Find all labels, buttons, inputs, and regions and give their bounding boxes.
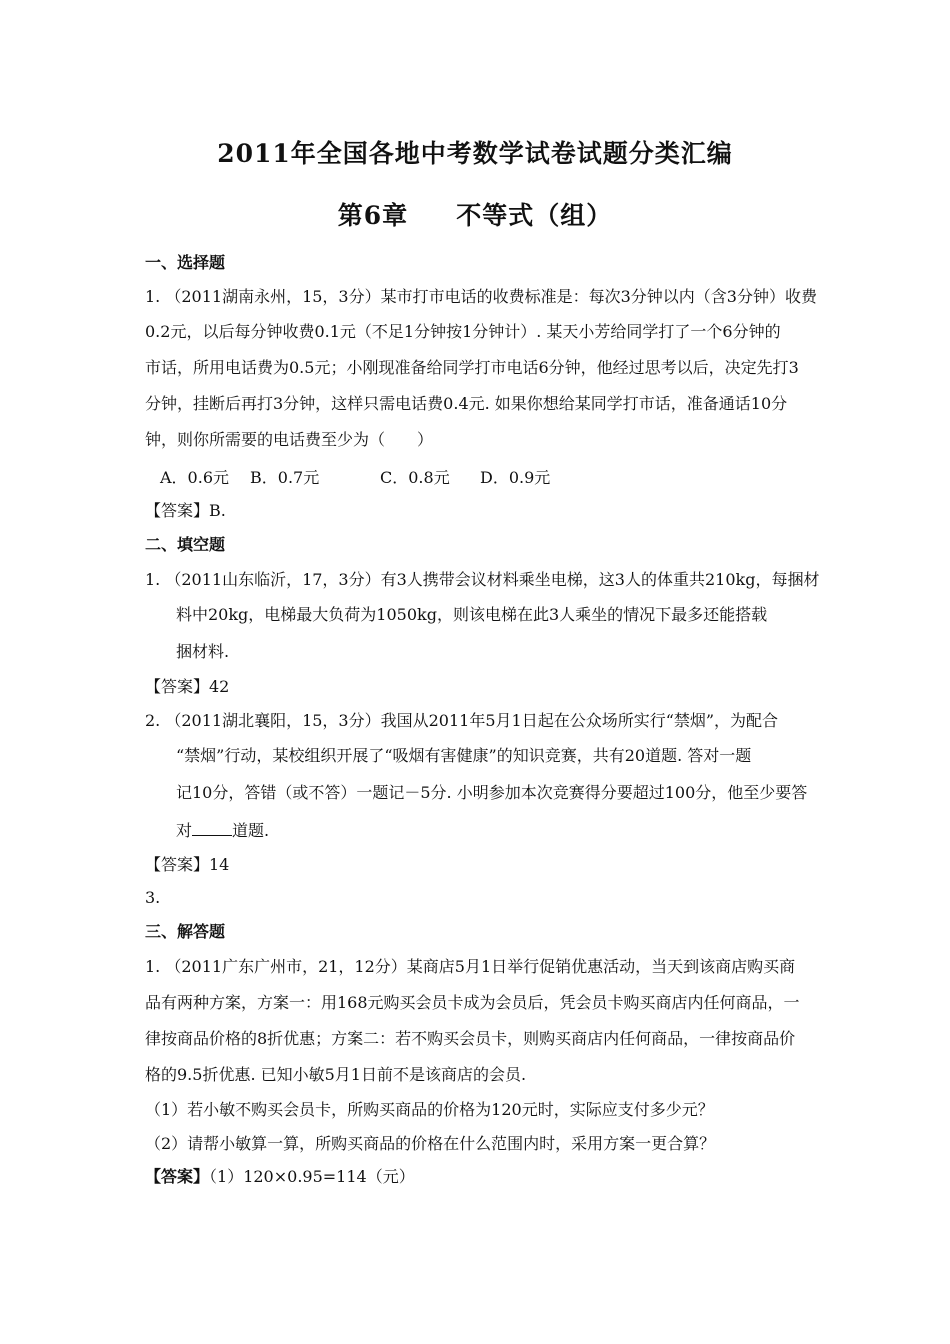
fill-q2-line-1: 2. （2011湖北襄阳，15，3分）我国从2011年5月1日起在公众场所实行“禁烟”，为配合 [145, 711, 779, 730]
choice-q1-line-1: 1. （2011湖南永州，15，3分）某市打市电话的收费标准是：每次3分钟以内（含3分钟）收费 [145, 287, 817, 306]
solve-q1-answer [145, 1166, 415, 1188]
fill-q2-line-3: 记10分，答错（或不答）一题记－5分. 小明参加本次竞赛得分要超过100分，他至少要答 [176, 783, 808, 802]
answer-label: 【答案】 [145, 1167, 210, 1186]
section-heading-solve: 三、解答题 [145, 922, 226, 941]
fill-q2-answer: 【答案】14 [145, 855, 230, 874]
option-c: C．0.8元 [380, 468, 450, 487]
fill-q1-answer: 【答案】42 [145, 677, 230, 696]
fill-q2-suffix: 道题. [232, 821, 270, 840]
solve-q1-line-2: 品有两种方案，方案一：用168元购买会员卡成为会员后，凭会员卡购买商店内任何商品，一 [145, 993, 800, 1012]
section-heading-choice: 一、选择题 [145, 253, 226, 272]
document-title: 2011年全国各地中考数学试卷试题分类汇编 [217, 139, 733, 168]
choice-q1-line-5: 钟，则你所需要的电话费至少为（ ） [145, 430, 434, 449]
solve-q1-line-3: 律按商品价格的8折优惠；方案二：若不购买会员卡，则购买商店内任何商品，一律按商品价 [145, 1029, 796, 1048]
fill-q3: 3. [145, 888, 161, 907]
solve-q1-line-1: 1. （2011广东广州市，21，12分）某商店5月1日举行促销优惠活动，当天到该商店购买商 [145, 957, 796, 976]
fill-q2-prefix: 对 [176, 821, 193, 840]
option-b: B．0.7元 [250, 468, 320, 487]
section-heading-fill: 二、填空题 [145, 535, 226, 554]
fill-q1-line-1: 1. （2011山东临沂，17，3分）有3人携带会议材料乘坐电梯，这3人的体重共210kg，每捆材 [145, 570, 820, 589]
chapter-number: 第6章 [337, 201, 409, 230]
choice-q1-line-2: 0.2元，以后每分钟收费0.1元（不足1分钟按1分钟计）. 某天小芳给同学打了一个6分钟的 [145, 322, 781, 341]
choice-q1-answer: 【答案】B. [145, 501, 226, 520]
choice-q1-line-3: 市话，所用电话费为0.5元；小刚现准备给同学打市电话6分钟，他经过思考以后，决定先打3 [145, 358, 799, 377]
fill-q1-line-2: 料中20kg，电梯最大负荷为1050kg，则该电梯在此3人乘坐的情况下最多还能搭载 [176, 605, 768, 624]
solve-q1-line-4: 格的9.5折优惠. 已知小敏5月1日前不是该商店的会员. [145, 1065, 527, 1084]
fill-q1-line-3: 捆材料. [176, 642, 230, 661]
fill-q2-line-2: “禁烟”行动，某校组织开展了“吸烟有害健康”的知识竞赛，共有20道题. 答对一题 [176, 746, 752, 765]
chapter-name: 不等式（组） [456, 201, 613, 230]
option-d: D．0.9元 [480, 468, 551, 487]
solve-q1-line-6: （2）请帮小敏算一算，所购买商品的价格在什么范围内时，采用方案一更合算？ [145, 1134, 716, 1153]
solve-q1-line-5: （1）若小敏不购买会员卡，所购买商品的价格为120元时，实际应支付多少元？ [145, 1100, 714, 1119]
choice-q1-line-4: 分钟，挂断后再打3分钟，这样只需电话费0.4元. 如果你想给某同学打市话，准备通话10分 [145, 394, 788, 413]
answer-text: （1）120×0.95=114（元） [209, 1167, 415, 1186]
fill-q2-line-4 [176, 819, 269, 842]
chapter-title [0, 196, 950, 232]
answer-blank [192, 819, 232, 836]
choice-q1-options [160, 467, 550, 489]
option-a: A．0.6元 [160, 468, 230, 487]
